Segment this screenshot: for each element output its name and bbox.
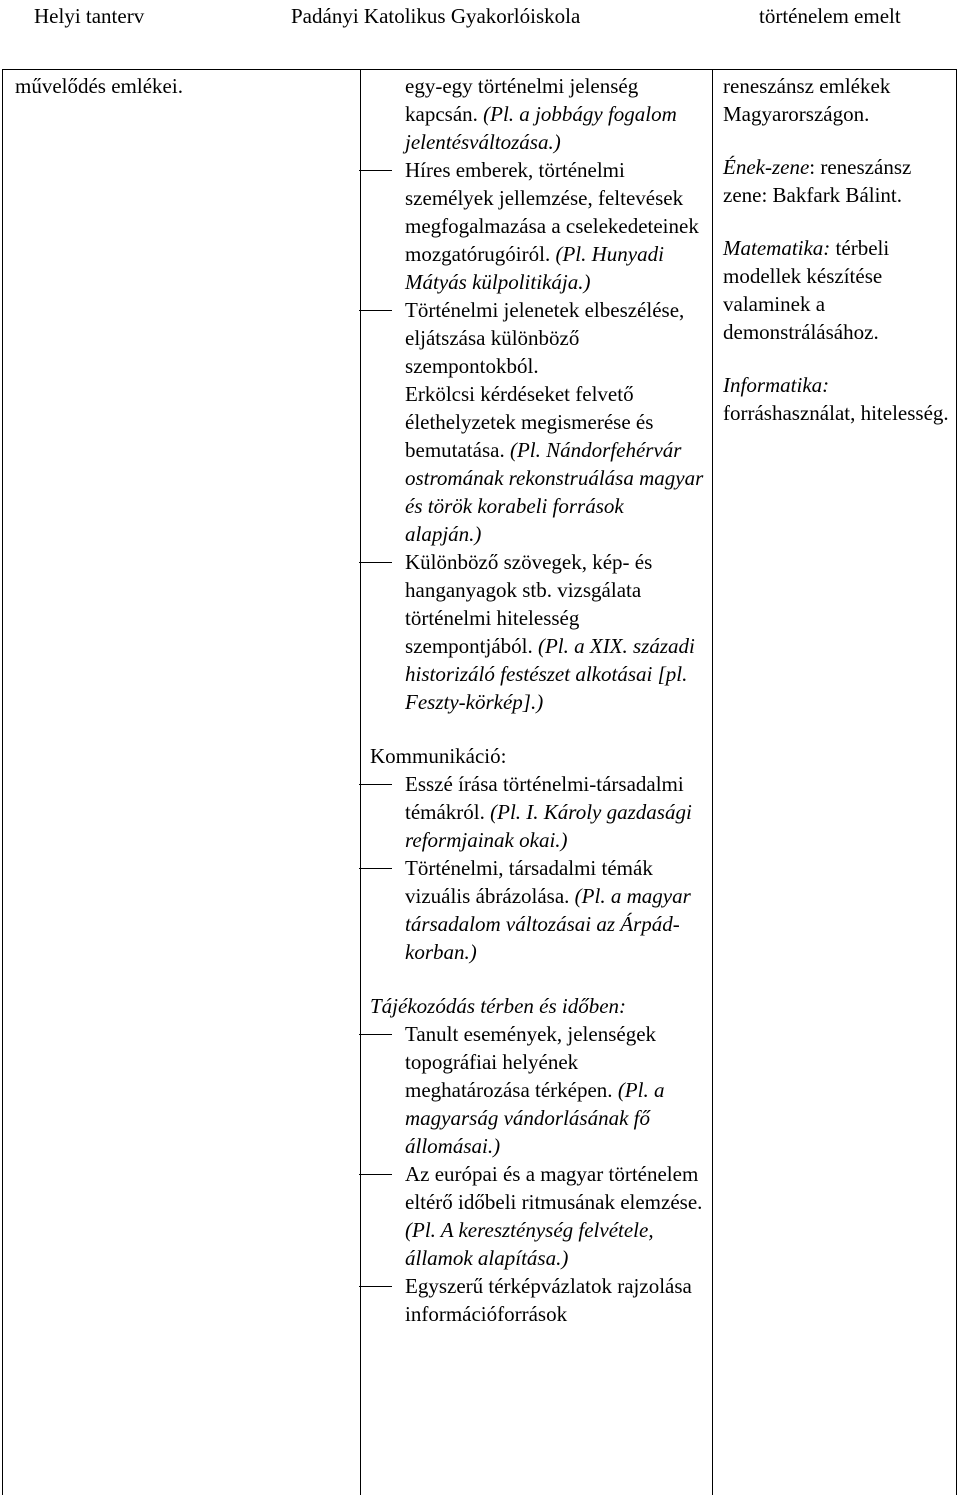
page-header — [0, 0, 960, 32]
dash-bullet — [359, 784, 392, 785]
section-title-orientation: Tájékozódás térben és időben: — [370, 994, 627, 1018]
header-right: történelem emelt — [759, 4, 901, 28]
dash-bullet — [359, 1286, 392, 1287]
dash-bullet — [359, 868, 392, 869]
topic-text: művelődés emlékei. — [15, 74, 183, 98]
intro-text: egy-egy történelmi jelenség kapcsán. (Pl. a jobbágy fogalom jelentésváltozása.) — [405, 74, 677, 154]
dash-bullet — [359, 310, 392, 311]
list-item: Esszé írása történelmi-társadalmi témákról. (Pl. I. Károly gazdasági reformjainak okai.) — [370, 770, 705, 854]
column-divider — [712, 69, 713, 1495]
activity-list — [370, 770, 705, 966]
list-item: Különböző szövegek, kép- és hanganyagok stb. vizsgálata történelmi hitelesség szempontjából. (Pl. a XIX. századi historizáló festészet alkotásai [pl. Feszty-körkép].) — [370, 548, 705, 716]
list-item: Történelmi jelenetek elbeszélése, eljátszása különböző szempontokból. — [370, 296, 705, 380]
dash-bullet — [359, 1174, 392, 1175]
connections-column — [723, 72, 955, 452]
dash-bullet — [359, 1034, 392, 1035]
topic-column — [15, 72, 350, 100]
activity-list — [370, 1020, 705, 1328]
list-item: Tanult események, jelenségek topográfiai helyének meghatározása térképen. (Pl. a magyarság vándorlásának fő állomásai.) — [370, 1020, 705, 1160]
header-center: Padányi Katolikus Gyakorlóiskola — [291, 4, 581, 28]
list-item: Híres emberek, történelmi személyek jellemzése, feltevések megfogalmazása a cselekedeteinek mozgatórugóiról. (Pl. Hunyadi Mátyás külpolitikája.) — [370, 156, 705, 296]
section-title-communication: Kommunikáció: — [370, 744, 507, 768]
connection-math: Matematika: térbeli modellek készítése valaminek a demonstrálásához. — [723, 236, 890, 344]
activities-column — [370, 72, 705, 1328]
dash-bullet — [359, 170, 392, 171]
connection-singing: Ének-zene: reneszánsz zene: Bakfark Bálint. — [723, 155, 912, 207]
list-item: Egyszerű térképvázlatok rajzolása információforrások — [370, 1272, 705, 1328]
list-item: Az európai és a magyar történelem eltérő időbeli ritmusának elemzése. (Pl. A kereszténység felvétele, államok alapítása.) — [370, 1160, 705, 1272]
connection-text: reneszánsz emlékek Magyarországon. — [723, 74, 891, 126]
list-item: Történelmi, társadalmi témák vizuális ábrázolása. (Pl. a magyar társadalom változásai az Árpád-korban.) — [370, 854, 705, 966]
dash-bullet — [359, 562, 392, 563]
header-left: Helyi tanterv — [34, 4, 145, 28]
list-item: Erkölcsi kérdéseket felvető élethelyzetek megismerése és bemutatása. (Pl. Nándorfehérvár ostromának rekonstruálása magyar és török korabeli források alapján.) — [405, 382, 704, 546]
connection-informatics: Informatika: forráshasználat, hitelesség. — [723, 373, 949, 425]
column-divider — [360, 69, 361, 1495]
activity-list — [370, 156, 705, 716]
